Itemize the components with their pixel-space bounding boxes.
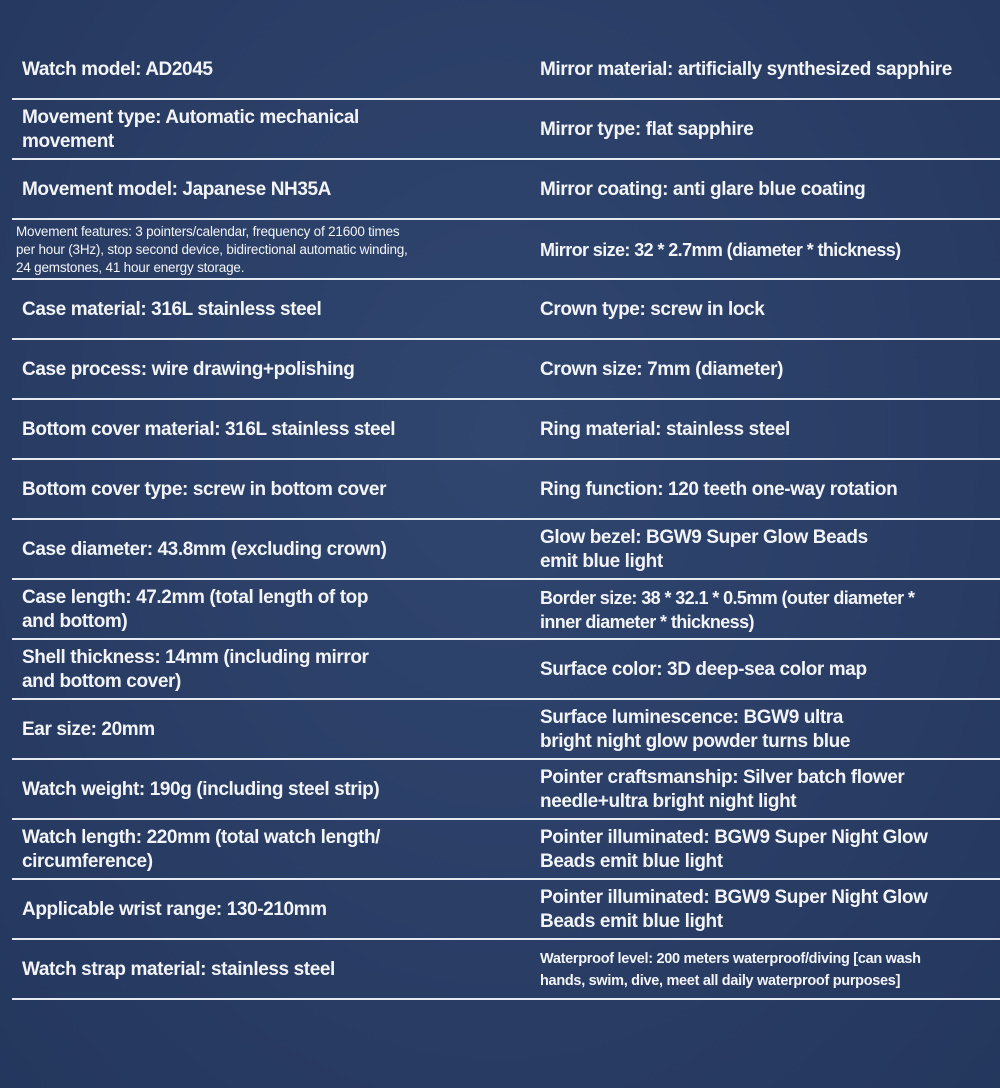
spec-right: Mirror coating: anti glare blue coating [540,179,866,200]
spec-right: Pointer craftsmanship: Silver batch flower needle+ultra bright night light [540,767,905,812]
spec-left: Applicable wrist range: 130-210mm [22,899,327,920]
spec-right: Crown type: screw in lock [540,299,765,320]
spec-left: Bottom cover type: screw in bottom cover [22,479,387,500]
spec-row [12,942,1000,1000]
spec-row [12,762,1000,820]
spec-right: Mirror material: artificially synthesized sapphire [540,59,952,80]
spec-right: Surface luminescence: BGW9 ultra bright night glow powder turns blue [540,707,851,752]
spec-right: Crown size: 7mm (diameter) [540,359,783,380]
spec-row [12,462,1000,520]
spec-left: Case length: 47.2mm (total length of top and bottom) [22,587,369,632]
spec-left: Bottom cover material: 316L stainless steel [22,419,396,440]
spec-left: Case material: 316L stainless steel [22,299,322,320]
spec-row [12,402,1000,460]
spec-left: Watch length: 220mm (total watch length/ circumference) [22,827,381,872]
spec-row [12,642,1000,700]
spec-left: Watch strap material: stainless steel [22,959,335,980]
spec-row [12,102,1000,160]
spec-row [12,342,1000,400]
spec-right: Mirror type: flat sapphire [540,119,754,140]
spec-right: Ring function: 120 teeth one-way rotation [540,479,898,500]
spec-row [12,882,1000,940]
spec-row [12,522,1000,580]
spec-right: Pointer illuminated: BGW9 Super Night Glow Beads emit blue light [540,827,928,872]
spec-row [12,702,1000,760]
spec-row [12,822,1000,880]
spec-left: Movement features: 3 pointers/calendar, frequency of 21600 times per hour (3Hz), stop second device, bidirectional automatic winding, 24 gemstones, 41 hour energy storage. [16,224,408,275]
spec-right: Waterproof level: 200 meters waterproof/diving [can wash hands, swim, dive, meet all daily waterproof purposes] [540,951,921,989]
spec-left: Shell thickness: 14mm (including mirror and bottom cover) [22,647,369,692]
spec-right: Glow bezel: BGW9 Super Glow Beads emit blue light [540,527,868,572]
spec-left: Ear size: 20mm [22,719,155,740]
spec-right: Ring material: stainless steel [540,419,790,440]
spec-left: Movement type: Automatic mechanical movement [22,107,359,152]
spec-left: Case diameter: 43.8mm (excluding crown) [22,539,387,560]
spec-left: Watch model: AD2045 [22,59,213,80]
spec-row [12,162,1000,220]
spec-row [12,222,1000,280]
spec-right: Surface color: 3D deep-sea color map [540,659,867,680]
spec-right: Pointer illuminated: BGW9 Super Night Glow Beads emit blue light [540,887,928,932]
spec-left: Movement model: Japanese NH35A [22,179,331,200]
spec-row [12,582,1000,640]
spec-table [12,42,1000,1002]
spec-left: Watch weight: 190g (including steel strip) [22,779,380,800]
spec-right: Mirror size: 32 * 2.7mm (diameter * thickness) [540,240,901,260]
spec-row [12,282,1000,340]
spec-right: Border size: 38 * 32.1 * 0.5mm (outer diameter * inner diameter * thickness) [540,588,915,632]
spec-left: Case process: wire drawing+polishing [22,359,355,380]
spec-row [12,42,1000,100]
